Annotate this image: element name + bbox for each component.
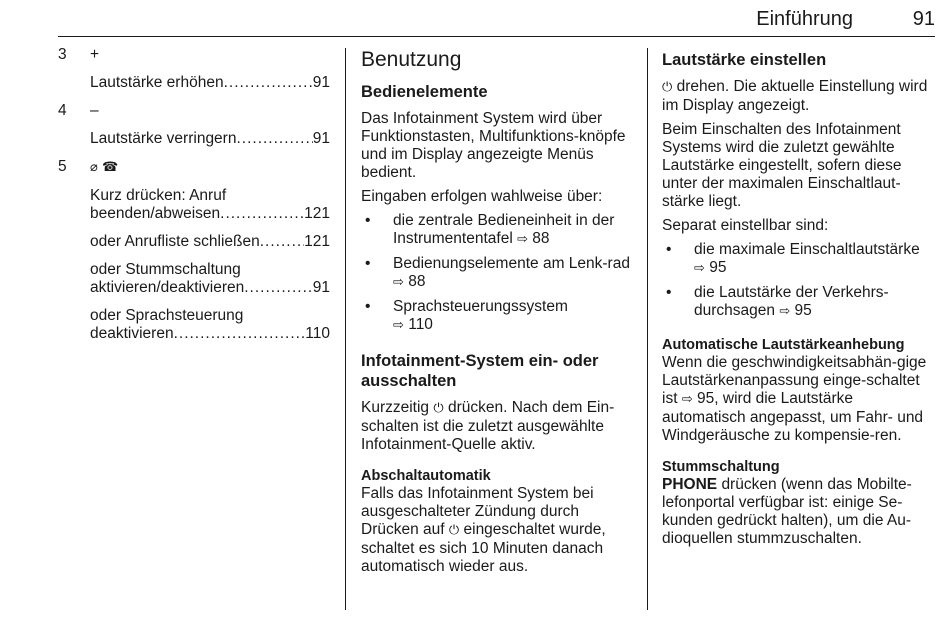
- list-item: • Sprachsteuerungssystem ⇨ 110: [361, 298, 633, 335]
- index-entry: oder Stummschaltung aktivieren/deaktivieren ..... 91: [90, 261, 330, 297]
- control-item-3: [58, 46, 330, 64]
- subheading-power: Infotainment-System ein- oder ausschalten: [361, 352, 599, 390]
- subheading-mute: Stummschaltung: [662, 459, 780, 475]
- control-number: 3: [58, 46, 67, 63]
- paragraph: ⏻ drehen. Die aktuelle Einstellung wird im Display angezeigt.: [662, 78, 928, 114]
- reference-arrow-icon: ⇨: [393, 318, 404, 333]
- index-entry: Lautstärke erhöhen ..... 91: [90, 74, 330, 92]
- volume-column: [662, 46, 937, 554]
- paragraph: Kurzzeitig ⏻ drücken. Nach dem Ein-schalten ist die zuletzt ausgewählte Infotainment-Quelle aktiv.: [361, 399, 615, 453]
- index-entry: oder Sprachsteuerung deaktivieren ..... 110: [90, 307, 330, 343]
- list-item: • die maximale Einschaltlautstärke ⇨ 95: [662, 241, 937, 278]
- reference-arrow-icon: ⇨: [779, 304, 791, 319]
- power-icon: ⏻: [662, 80, 673, 95]
- paragraph: PHONE drücken (wenn das Mobilte-lefonportal verfügbar ist: einige Se-kunden gedrückt halten), um die Au-dioquellen stummzuschalten.: [662, 476, 912, 547]
- paragraph: Das Infotainment System wird über Funktionstasten, Multifunktions-knöpfe und im Display angezeigte Menüs bedient.: [361, 110, 626, 181]
- control-number: 5: [58, 158, 67, 175]
- usage-column: [361, 46, 633, 582]
- power-icon: ⏻: [433, 401, 444, 416]
- paragraph: Eingaben erfolgen wahlweise über:: [361, 188, 603, 205]
- reference-arrow-icon: ⇨: [681, 392, 693, 407]
- control-item-4: [58, 102, 330, 120]
- paragraph: Beim Einschalten des Infotainment Systems wird die zuletzt gewählte Lautstärke eingestellt, sofern diese unter der maximalen Einschaltlaut-stärke liegt.: [662, 121, 902, 210]
- index-entry: Kurz drücken: Anruf beenden/abweisen ..... 121: [90, 187, 330, 223]
- subheading-controls: Bedienelemente: [361, 83, 488, 101]
- column-divider: [345, 48, 346, 610]
- bullet-list: [662, 241, 937, 321]
- reference-arrow-icon: ⇨: [694, 261, 705, 276]
- list-item: • die Lautstärke der Verkehrs-durchsagen ⇨ 95: [662, 284, 937, 321]
- section-heading: Benutzung: [361, 48, 462, 71]
- reference-arrow-icon: ⇨: [393, 275, 404, 290]
- paragraph: Wenn die geschwindigkeitsabhän-gige Lautstärkenanpassung einge-schaltet ist ⇨ 95, wird die Lautstärke automatisch angepasst, um Fahr- und Windgeräusche zu kompensie-ren.: [662, 354, 927, 444]
- list-item: • die zentrale Bedieneinheit in der Instrumententafel ⇨ 88: [361, 212, 633, 249]
- control-item-5: [58, 158, 330, 177]
- index-entry: oder Anrufliste schließen ..... 121: [90, 233, 330, 251]
- minus-icon: –: [90, 102, 99, 119]
- list-item: • Bedienungselemente am Lenk-rad ⇨ 88: [361, 255, 633, 292]
- phone-button-label: PHONE: [662, 476, 718, 493]
- power-icon: ⏻: [448, 523, 460, 538]
- page-header: [58, 0, 935, 37]
- paragraph: Falls das Infotainment System bei ausgeschalteter Zündung durch Drücken auf ⏻ eingeschaltet wurde, schaltet es sich 10 Minuten danach automatisch wieder aus.: [361, 485, 606, 575]
- controls-index-column: [58, 46, 330, 353]
- index-entry: Lautstärke verringern ..... 91: [90, 130, 330, 148]
- plus-icon: +: [90, 46, 100, 63]
- control-number: 4: [58, 102, 67, 119]
- mute-hangup-icon: ⌀ ☎: [90, 160, 119, 175]
- subheading-auto-off: Abschaltautomatik: [361, 468, 491, 484]
- section-title: Einführung: [756, 8, 853, 30]
- paragraph: Separat einstellbar sind:: [662, 217, 829, 234]
- bullet-list: [361, 212, 633, 335]
- reference-arrow-icon: ⇨: [517, 232, 528, 247]
- column-divider: [647, 48, 648, 610]
- subheading-auto-volume: Automatische Lautstärkeanhebung: [662, 337, 905, 353]
- subheading-volume: Lautstärke einstellen: [662, 51, 827, 69]
- page-number: 91: [912, 8, 935, 30]
